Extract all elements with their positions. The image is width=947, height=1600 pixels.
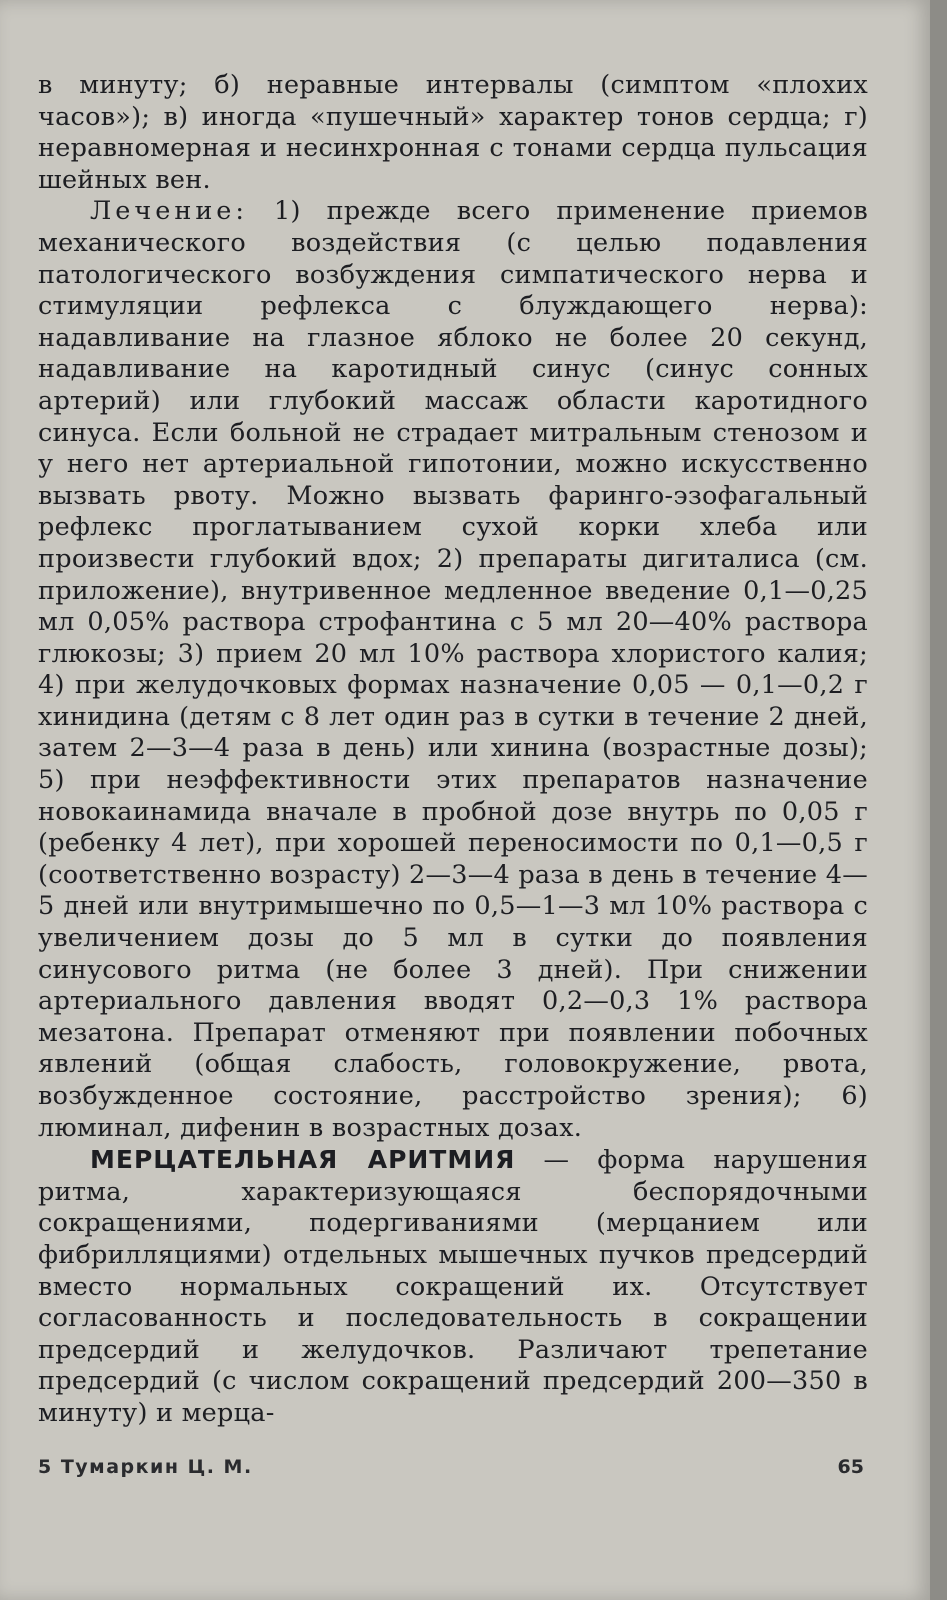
paragraph-treatment (38, 196, 868, 1144)
term-heading: МЕРЦАТЕЛЬНАЯ АРИТМИЯ (90, 1145, 516, 1175)
paragraph-atrial-fibrillation (38, 1144, 868, 1429)
page-footer (38, 1456, 864, 1478)
printer-signature: 5 Тумаркин Ц. М. (38, 1456, 253, 1478)
page-text (38, 70, 868, 1430)
paragraph-text: в минуту; б) неравные интервалы (симптом «плохих часов»); в) иногда «пушечный» характер тонов сердца; г) неравномерная и несинхронная с тонами сердца пульсация шейных вен. (38, 70, 868, 195)
section-label-treatment: Лечение: (90, 196, 248, 227)
page-number: 65 (837, 1456, 864, 1478)
paragraph-symptoms-end (38, 70, 868, 196)
paragraph-text: 1) прежде всего применение приемов механического воздействия (с целью подавления патологического возбуждения симпатического нерва и стимуляции рефлекса с блуждающего нерва): надавливание на глазное яблоко не более 20 секунд, надавливание на каротидный синус (синус сонных артерий) или глубокий массаж области каротидного синуса. Если больной не страдает митральным стенозом и у него нет артериальной гипотонии, можно искусственно вызвать рвоту. Можно вызвать фаринго-эзофагальный рефлекс проглатыванием сухой корки хлеба или произвести глубокий вдох; 2) препараты дигиталиса (см. приложение), внутривенное медленное введение 0,1—0,25 мл 0,05% раствора строфантина с 5 мл 20—40% раствора глюкозы; 3) прием 20 мл 10% раствора хлористого калия; 4) при желудочковых формах назначение 0,05 — 0,1—0,2 г хинидина (детям с 8 лет один раз в сутки в течение 2 дней, затем 2—3—4 раза в день) или хинина (возрастные дозы); 5) при неэффективности этих препаратов назначение новокаинамида вначале в пробной дозе внутрь по 0,05 г (ребенку 4 лет), при хорошей переносимости по 0,1—0,5 г (соответственно возрасту) 2—3—4 раза в день в течение 4—5 дней или внутримышечно по 0,5—1—3 мл 10% раствора с увеличением дозы до 5 мл в сутки до появления синусового ритма (не более 3 дней). При снижении артериального давления вводят 0,2—0,3 1% раствора мезатона. Препарат отменяют при появлении побочных явлений (общая слабость, головокружение, рвота, возбужденное состояние, расстройство зрения); 6) люминал, дифенин в возрастных дозах. (38, 196, 868, 1143)
paragraph-text: — форма нарушения ритма, характеризующаяся беспорядочными сокращениями, подергиваниями (мерцанием или фибрилляциями) отдельных мышечных пучков предсердий вместо нормальных сокращений их. Отсутствует согласованность и последовательность в сокращении предсердий и желудочков. Различают трепетание предсердий (с числом сокращений предсердий 200—350 в минуту) и мерца- (38, 1145, 868, 1428)
page-edge (930, 0, 947, 1600)
